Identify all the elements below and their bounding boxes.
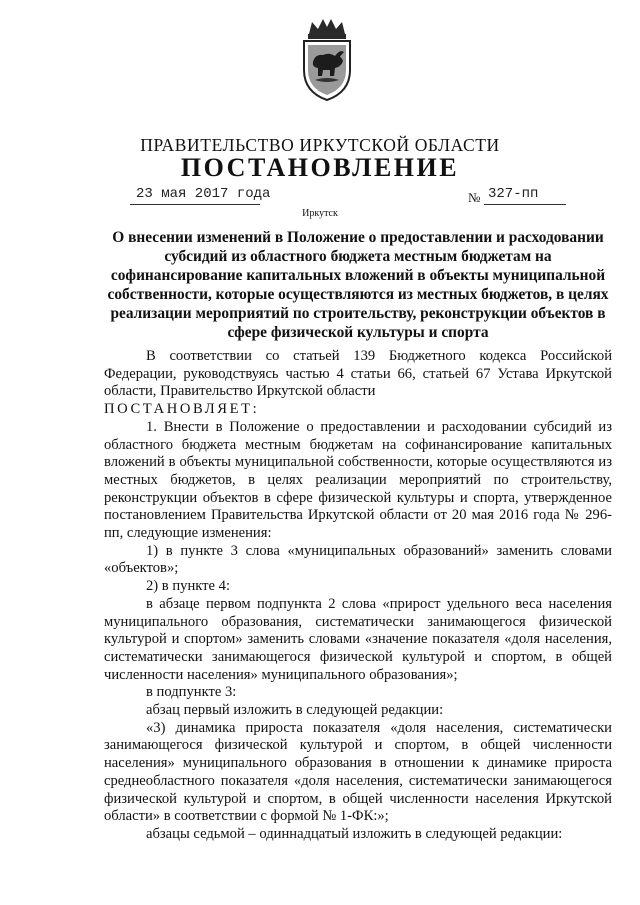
preamble-paragraph: В соответствии со статьей 139 Бюджетного кодекса Российской Федерации, руководствуясь частью 4 статьи 66, статьей 67 Устава Иркутской области, Правительство Иркутской области [104, 348, 612, 400]
paragraph-8: абзацы седьмой – одиннадцатый изложить в следующей редакции: [146, 825, 563, 842]
document-type: ПОСТАНОВЛЕНИЕ [180, 153, 460, 182]
paragraph-2: 1) в пункте 3 слова «муниципальных образований» заменить словами «объектов»; [104, 542, 612, 577]
paragraph-4: в абзаце первом подпункта 2 слова «прирост удельного веса населения муниципального образования, систематически занимающегося физической культурой и спортом» заменить словами «значение показателя «доля населения, систематически занимающегося физической культурой и спортом, в общей численности населения» муниципального образования»; [104, 595, 612, 683]
date-underline [130, 204, 260, 205]
government-name: ПРАВИТЕЛЬСТВО ИРКУТСКОЙ ОБЛАСТИ [140, 135, 500, 155]
paragraph-5: в подпункте 3: [146, 684, 237, 701]
resolves-heading: ПОСТАНОВЛЯЕТ: [104, 401, 260, 418]
number-underline [484, 204, 566, 205]
coat-of-arms-icon [299, 18, 355, 102]
document-title: О внесении изменений в Положение о предоставлении и расходовании субсидий из областного бюджета местным бюджетам на софинансирование капитальных вложений в объекты муниципальной собственности, которые осуществляются из местных бюджетов, в целях реализации мероприятий по строительству, реконструкции объектов в сфере физической культуры и спорта [107, 229, 609, 341]
number-sign: № [468, 190, 481, 205]
paragraph-6: абзац первый изложить в следующей редакции: [146, 702, 444, 719]
paragraph-3: 2) в пункте 4: [146, 578, 231, 595]
paragraph-7: «3) динамика прироста показателя «доля населения, систематически занимающегося физической культурой и спортом, в общей численности населения» муниципального образования в отношении к динамике прироста среднеобластного показателя «доля населения, систематически занимающегося физической культурой и спортом, в общей численности населения Иркутской области» в соответствии с формой № 1-ФК:»; [104, 719, 612, 825]
document-number: 327-пп [488, 186, 539, 202]
document-body [104, 348, 612, 844]
city-name: Иркутск [302, 208, 338, 219]
document-date: 23 мая 2017 года [136, 186, 271, 202]
paragraph-1: 1. Внести в Положение о предоставлении и расходовании субсидий из областного бюджета местным бюджетам на софинансирование капитальных вложений в объекты муниципальной собственности, которые осуществляются из местных бюджетов, в целях реализации мероприятий по строительству, реконструкции объектов в сфере физической культуры и спорта, утвержденное постановлением Правительства Иркутской области от 20 мая 2016 года № 296-пп, следующие изменения: [104, 418, 612, 542]
